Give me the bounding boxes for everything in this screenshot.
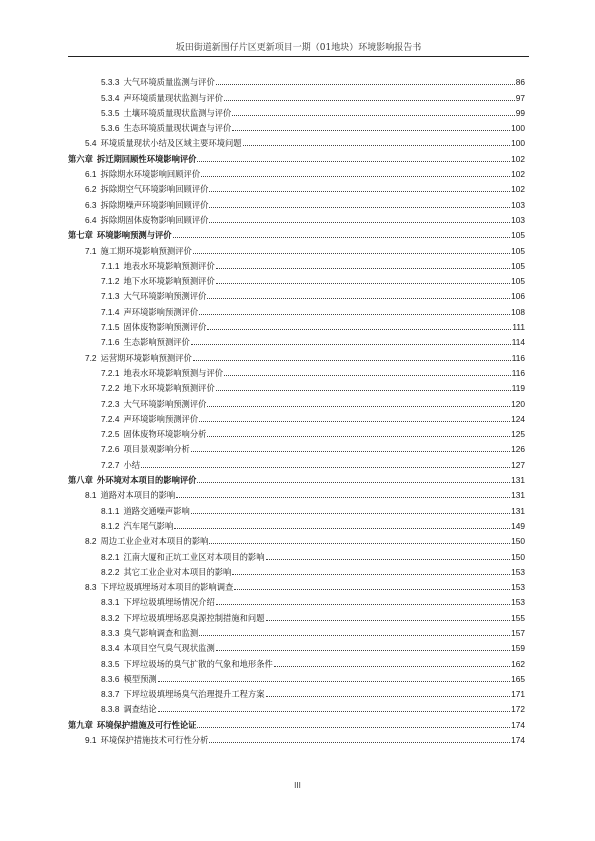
toc-entry-number: 9.1 — [85, 735, 97, 746]
toc-entry-number: 8.1.1 — [101, 505, 120, 516]
toc-entry-number: 5.3.3 — [101, 77, 120, 88]
toc-entry-number: 第八章 — [68, 475, 93, 486]
toc-entry-page: 105 — [511, 260, 525, 271]
toc-entry-page: 120 — [511, 398, 525, 409]
toc-entry-title: 下坪垃圾填埋场对本项目的影响调查 — [100, 582, 234, 593]
toc-entry-title: 生态影响预测评价 — [123, 337, 190, 348]
toc-entry-title: 臭气影响调查和监测 — [123, 627, 199, 638]
toc-entry-title: 模型预测 — [123, 673, 157, 684]
toc-entry-title: 下坪垃圾填埋场情况介绍 — [123, 597, 215, 608]
toc-entry[interactable] — [68, 87, 525, 102]
toc-entry-page: 102 — [511, 184, 525, 195]
toc-entry-title: 运营期环境影响预测评价 — [100, 352, 192, 363]
dot-leader — [199, 314, 510, 315]
dot-leader — [209, 543, 510, 544]
toc-entry-number: 7.2.1 — [101, 367, 120, 378]
toc-entry-page: 149 — [511, 520, 525, 531]
toc-entry[interactable] — [68, 194, 525, 209]
toc-entry-page: 131 — [511, 490, 525, 501]
toc-entry-page: 131 — [511, 505, 525, 516]
dot-leader — [197, 482, 510, 483]
dot-leader — [224, 100, 515, 101]
dot-leader — [176, 497, 510, 498]
dot-leader — [243, 145, 511, 146]
toc-entry[interactable] — [68, 531, 525, 546]
toc-entry-number: 5.4 — [85, 138, 97, 149]
toc-entry[interactable] — [68, 699, 525, 714]
toc-entry-page: 114 — [511, 337, 525, 348]
toc-entry-title: 项目景观影响分析 — [123, 444, 190, 455]
toc-entry[interactable] — [68, 607, 525, 622]
toc-entry-title: 小结 — [123, 459, 141, 470]
toc-entry[interactable] — [68, 164, 525, 179]
toc-entry[interactable] — [68, 409, 525, 424]
toc-entry-page: 153 — [511, 566, 525, 577]
toc-entry-title: 下坪垃圾填埋场臭气治理提升工程方案 — [123, 689, 265, 700]
toc-entry-page: 155 — [511, 612, 525, 623]
header-rule — [68, 56, 529, 57]
dot-leader — [232, 115, 514, 116]
toc-entry-number: 第七章 — [68, 230, 93, 241]
toc-entry-title: 江南大厦和正坑工业区对本项目的影响 — [123, 551, 265, 562]
toc-entry-page: 150 — [511, 536, 525, 547]
toc-entry[interactable] — [68, 72, 525, 87]
toc-entry-number: 8.2.1 — [101, 551, 120, 562]
toc-entry-number: 第九章 — [68, 719, 93, 730]
dot-leader — [216, 283, 510, 284]
toc-entry-page: 116 — [511, 352, 525, 363]
toc-entry-title: 其它工业企业对本项目的影响 — [123, 566, 232, 577]
dot-leader — [266, 620, 511, 621]
toc-entry-number: 8.3.3 — [101, 627, 120, 638]
toc-entry-title: 拆除期噪声环境影响回顾评价 — [100, 199, 209, 210]
toc-entry-title: 环境影响预测与评价 — [96, 230, 172, 241]
dot-leader — [193, 360, 511, 361]
toc-entry[interactable] — [68, 286, 525, 301]
toc-entry[interactable] — [68, 638, 525, 653]
toc-entry-title: 声环境质量现状监测与评价 — [123, 92, 224, 103]
toc-entry-page: 102 — [511, 153, 525, 164]
toc-entry-number: 8.3.4 — [101, 643, 120, 654]
toc-entry[interactable] — [68, 684, 525, 699]
toc-entry-page: 105 — [511, 230, 525, 241]
dot-leader — [207, 329, 511, 330]
toc-entry-page: 125 — [511, 429, 525, 440]
toc-entry[interactable] — [68, 577, 525, 592]
page-number: III — [294, 781, 301, 790]
toc-entry-page: 103 — [511, 214, 525, 225]
toc-entry-number: 8.3.6 — [101, 673, 120, 684]
toc-entry[interactable] — [68, 271, 525, 286]
toc-entry-page: 106 — [511, 291, 525, 302]
toc-entry-title: 大气环境质量监测与评价 — [123, 77, 215, 88]
toc-entry-title: 土壤环境质量现状监测与评价 — [123, 107, 232, 118]
dot-leader — [191, 451, 510, 452]
toc-entry-title: 地下水环境影响预测评价 — [123, 383, 215, 394]
toc-entry-page: 99 — [515, 107, 525, 118]
dot-leader — [158, 681, 510, 682]
toc-entry[interactable] — [68, 363, 525, 378]
toc-entry[interactable] — [68, 516, 525, 531]
toc-entry-number: 6.4 — [85, 214, 97, 225]
dot-leader — [207, 298, 510, 299]
table-of-contents — [68, 72, 525, 745]
dot-leader — [224, 375, 511, 376]
dot-leader — [216, 84, 515, 85]
toc-entry-page: 97 — [515, 92, 525, 103]
running-header: 坂田街道新围仔片区更新项目一期（01地块）环境影响报告书 — [175, 43, 422, 53]
toc-entry[interactable] — [68, 500, 525, 515]
toc-entry-number: 7.1 — [85, 245, 97, 256]
toc-entry-number: 8.3.8 — [101, 704, 120, 715]
toc-entry[interactable] — [68, 470, 525, 485]
dot-leader — [173, 237, 511, 238]
toc-entry[interactable] — [68, 118, 525, 133]
toc-entry[interactable] — [68, 592, 525, 607]
toc-entry-page: 159 — [511, 643, 525, 654]
toc-entry-number: 5.3.6 — [101, 123, 120, 134]
dot-leader — [197, 727, 510, 728]
toc-entry-number: 6.2 — [85, 184, 97, 195]
toc-entry-number: 7.1.1 — [101, 260, 120, 271]
toc-entry[interactable] — [68, 378, 525, 393]
toc-entry[interactable] — [68, 730, 525, 745]
toc-entry[interactable] — [68, 240, 525, 255]
dot-leader — [209, 222, 510, 223]
toc-entry-page: 116 — [511, 367, 525, 378]
toc-entry[interactable] — [68, 424, 525, 439]
toc-entry-title: 环境质量现状小结及区域主要环境问题 — [100, 138, 242, 149]
toc-entry[interactable] — [68, 347, 525, 362]
toc-entry[interactable] — [68, 454, 525, 469]
toc-entry-number: 8.1.2 — [101, 520, 120, 531]
dot-leader — [141, 467, 510, 468]
toc-entry-number: 8.3.2 — [101, 612, 120, 623]
toc-entry-title: 汽车尾气影响 — [123, 520, 174, 531]
toc-entry-page: 153 — [511, 582, 525, 593]
toc-entry-page: 108 — [511, 306, 525, 317]
toc-entry-title: 地表水环境影响预测评价 — [123, 260, 215, 271]
toc-entry-title: 环境保护措施及可行性论证 — [96, 719, 197, 730]
toc-entry-page: 102 — [511, 169, 525, 180]
toc-entry-number: 5.3.5 — [101, 107, 120, 118]
toc-entry-title: 固体废物环境影响分析 — [123, 429, 207, 440]
toc-entry-title: 外环境对本项目的影响评价 — [96, 475, 197, 486]
toc-entry[interactable] — [68, 179, 525, 194]
toc-entry[interactable] — [68, 332, 525, 347]
toc-entry-page: 157 — [511, 627, 525, 638]
toc-entry-page: 119 — [511, 383, 525, 394]
toc-entry[interactable] — [68, 103, 525, 118]
toc-entry-title: 地表水环境影响预测与评价 — [123, 367, 224, 378]
toc-entry[interactable] — [68, 256, 525, 271]
toc-entry-title: 拆迁期回顾性环境影响评价 — [96, 153, 197, 164]
toc-entry[interactable] — [68, 485, 525, 500]
toc-entry-number: 7.1.2 — [101, 276, 120, 287]
dot-leader — [193, 253, 510, 254]
dot-leader — [191, 344, 511, 345]
dot-leader — [216, 390, 511, 391]
toc-entry-number: 7.2.5 — [101, 429, 120, 440]
toc-entry[interactable] — [68, 148, 525, 163]
toc-entry-number: 7.2.2 — [101, 383, 120, 394]
toc-entry-number: 8.3.7 — [101, 689, 120, 700]
toc-entry-number: 第六章 — [68, 153, 93, 164]
toc-entry[interactable] — [68, 623, 525, 638]
toc-entry-number: 7.2.6 — [101, 444, 120, 455]
toc-entry-number: 8.3 — [85, 582, 97, 593]
dot-leader — [232, 574, 510, 575]
toc-entry-title: 声环境影响预测评价 — [123, 413, 199, 424]
toc-entry-page: 100 — [511, 123, 525, 134]
toc-entry-page: 174 — [511, 719, 525, 730]
toc-entry-page: 171 — [511, 689, 525, 700]
dot-leader — [216, 268, 510, 269]
toc-entry-title: 环境保护措施技术可行性分析 — [100, 735, 209, 746]
toc-entry-title: 拆除期固体废物影响回顾评价 — [100, 214, 209, 225]
toc-entry-page: 127 — [511, 459, 525, 470]
dot-leader — [191, 513, 510, 514]
toc-entry-title: 本项目空气臭气现状监测 — [123, 643, 215, 654]
toc-entry-title: 下坪垃圾填埋场恶臭源控制措施和问题 — [123, 612, 265, 623]
toc-entry[interactable] — [68, 225, 525, 240]
dot-leader — [199, 635, 510, 636]
toc-entry-page: 172 — [511, 704, 525, 715]
toc-entry-number: 7.2 — [85, 352, 97, 363]
toc-entry-title: 周边工业企业对本项目的影响 — [100, 536, 209, 547]
toc-entry-number: 7.2.3 — [101, 398, 120, 409]
toc-entry-title: 大气环境影响预测评价 — [123, 291, 207, 302]
toc-entry-page: 165 — [511, 673, 525, 684]
toc-entry-number: 7.2.4 — [101, 413, 120, 424]
dot-leader — [207, 406, 510, 407]
toc-entry[interactable] — [68, 714, 525, 729]
toc-entry-title: 固体废物影响预测评价 — [123, 322, 207, 333]
toc-entry-number: 8.3.1 — [101, 597, 120, 608]
dot-leader — [174, 528, 510, 529]
dot-leader — [201, 176, 510, 177]
dot-leader — [234, 589, 510, 590]
toc-entry-title: 下坪垃圾场的臭气扩散的气象和地形条件 — [123, 658, 273, 669]
dot-leader — [197, 161, 510, 162]
toc-entry-number: 6.1 — [85, 169, 97, 180]
toc-entry[interactable] — [68, 393, 525, 408]
dot-leader — [216, 650, 510, 651]
toc-entry-number: 7.1.4 — [101, 306, 120, 317]
toc-entry-number: 8.2 — [85, 536, 97, 547]
toc-entry[interactable] — [68, 439, 525, 454]
dot-leader — [232, 130, 510, 131]
toc-entry-page: 100 — [511, 138, 525, 149]
toc-entry-page: 126 — [511, 444, 525, 455]
toc-entry-page: 86 — [515, 77, 525, 88]
toc-entry-page: 131 — [511, 475, 525, 486]
dot-leader — [266, 559, 511, 560]
toc-entry-number: 8.3.5 — [101, 658, 120, 669]
toc-entry[interactable] — [68, 653, 525, 668]
toc-entry-page: 174 — [511, 735, 525, 746]
toc-entry-number: 8.1 — [85, 490, 97, 501]
dot-leader — [274, 666, 510, 667]
toc-entry-title: 施工期环境影响预测评价 — [100, 245, 192, 256]
toc-entry-number: 7.1.5 — [101, 322, 120, 333]
toc-entry[interactable] — [68, 133, 525, 148]
toc-entry-page: 150 — [511, 551, 525, 562]
dot-leader — [266, 696, 511, 697]
dot-leader — [209, 207, 510, 208]
toc-entry-number: 7.1.6 — [101, 337, 120, 348]
dot-leader — [158, 711, 510, 712]
toc-entry-page: 111 — [512, 322, 525, 333]
toc-entry-page: 153 — [511, 597, 525, 608]
toc-entry[interactable] — [68, 546, 525, 561]
toc-entry-page: 103 — [511, 199, 525, 210]
toc-entry-page: 105 — [511, 245, 525, 256]
toc-entry-number: 5.3.4 — [101, 92, 120, 103]
toc-entry-page: 124 — [511, 413, 525, 424]
toc-entry-title: 地下水环境影响预测评价 — [123, 276, 215, 287]
dot-leader — [209, 742, 510, 743]
toc-entry-title: 道路对本项目的影响 — [100, 490, 176, 501]
dot-leader — [199, 421, 510, 422]
toc-entry-title: 拆除期空气环境影响回顾评价 — [100, 184, 209, 195]
toc-entry[interactable] — [68, 301, 525, 316]
toc-entry[interactable] — [68, 317, 525, 332]
toc-entry-title: 拆除期水环境影响回顾评价 — [100, 169, 201, 180]
dot-leader — [209, 191, 510, 192]
toc-entry[interactable] — [68, 562, 525, 577]
toc-entry-number: 7.2.7 — [101, 459, 120, 470]
toc-entry-title: 调查结论 — [123, 704, 157, 715]
dot-leader — [207, 436, 510, 437]
toc-entry-title: 道路交通噪声影响 — [123, 505, 190, 516]
toc-entry-number: 6.3 — [85, 199, 97, 210]
toc-entry-page: 105 — [511, 276, 525, 287]
toc-entry-title: 声环境影响预测评价 — [123, 306, 199, 317]
toc-entry[interactable] — [68, 669, 525, 684]
dot-leader — [216, 604, 510, 605]
toc-entry-number: 7.1.3 — [101, 291, 120, 302]
toc-entry-number: 8.2.2 — [101, 566, 120, 577]
toc-entry[interactable] — [68, 210, 525, 225]
toc-entry-page: 162 — [511, 658, 525, 669]
toc-entry-title: 生态环境质量现状调查与评价 — [123, 123, 232, 134]
toc-entry-title: 大气环境影响预测评价 — [123, 398, 207, 409]
